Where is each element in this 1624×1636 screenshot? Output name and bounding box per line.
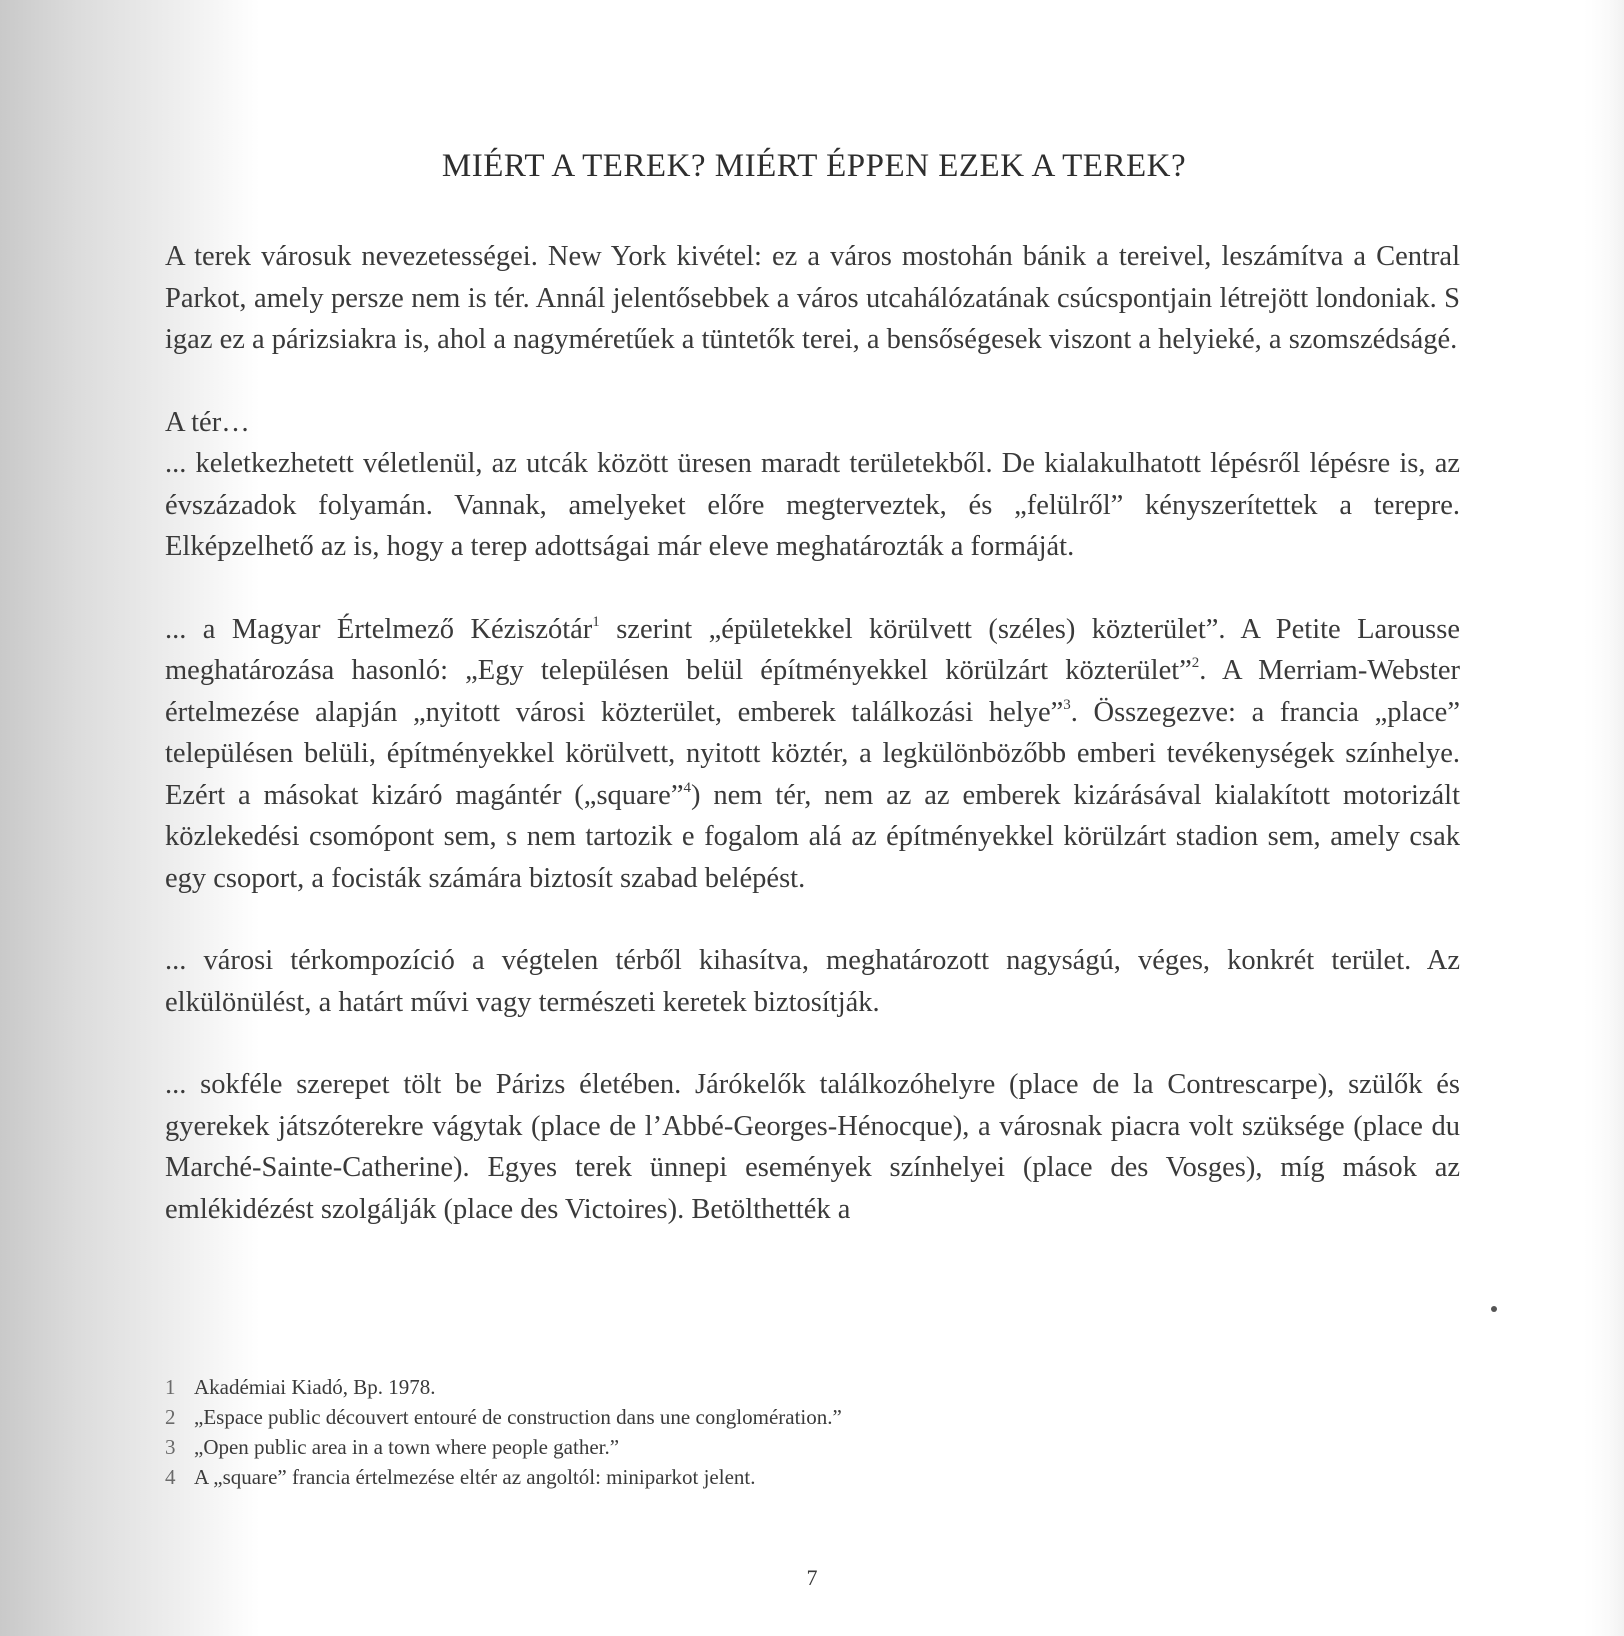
footnote-text: „Espace public découvert entouré de construction dans une conglomération.” — [194, 1405, 842, 1429]
definition-text-2: szerint „épületekkel körülvett (széles) közterület”. A Petite Larousse meghatározása hasonló: „Egy településen belül építményekkel körülzárt közterület” — [165, 613, 1460, 686]
definition-text-1: ... a Magyar Értelmező Kéziszótár — [165, 613, 593, 645]
paragraph-gap — [165, 361, 1460, 402]
page-title: MIÉRT A TEREK? MIÉRT ÉPPEN EZEK A TEREK? — [441, 148, 1187, 184]
footnote-number: 1 — [165, 1375, 176, 1399]
footnote-text: Akadémiai Kiadó, Bp. 1978. — [194, 1375, 436, 1399]
paragraph-definicio — [165, 609, 1460, 900]
definition-text-5: ) nem tér, nem az az emberek kizárásával kialakított motorizált közlekedési csomópont sem, s nem tartozik e fogalom alá az építményekkel körülzárt stadion sem, amely csak egy csoport, a focisták számára biztosít szabad belépést. — [165, 779, 1461, 894]
paragraph-szerepek: ... sokféle szerepet tölt be Párizs életében. Járókelők találkozóhelyre (place de la Contrescarpe), szülők és gyerekek játszóterekre vágytak (place de l’Abbé-Georges-Hénocque), a városnak piacra volt szüksége (place du Marché-Sainte-Catherine). Egyes terek ünnepi események színhelyei (place des Vosges), míg mások az emlékidézést szolgálják (place des Victoires). Betölthették a — [165, 1069, 1460, 1225]
page-number: 7 — [806, 1565, 818, 1590]
footnote-ref-4: 4 — [683, 779, 691, 796]
scan-speck — [1491, 1306, 1497, 1312]
footnote-item — [165, 1432, 1165, 1462]
paragraph-terkompozicio: ... városi térkompozíció a végtelen térből kihasítva, meghatározott nagyságú, véges, konkrét terület. Az elkülönülést, a határt művi vagy természeti keretek biztosítják. — [165, 945, 1460, 1018]
footnote-item — [165, 1372, 1165, 1402]
paragraph-gap — [165, 899, 1460, 940]
footnote-text: A „square” francia értelmezése eltér az angoltól: miniparkot jelent. — [194, 1465, 756, 1489]
footnote-number: 3 — [165, 1435, 176, 1459]
definition-text-4: . Összegezve: a francia „place” településen belüli, építményekkel körülvett, nyitott köztér, a legkülönbözőbb emberi tevékenységek színhelye. Ezért a másokat kizáró magántér („square” — [165, 696, 1460, 811]
paragraph-keletkezes: ... keletkezhetett véletlenül, az utcák között üresen maradt területekből. De kialakulhatott lépésről lépésre is, az évszázadok folyamán. Vannak, amelyeket előre megterveztek, és „felülről” kényszerítettek a terepre. Elképzelhető az is, hogy a terep adottságai már eleve meghatározták a formáját. — [165, 448, 1460, 562]
section-intro-a-ter: A tér… — [165, 406, 250, 438]
paragraph-gap — [165, 568, 1460, 609]
footnotes — [165, 1372, 1165, 1492]
footnote-number: 2 — [165, 1405, 176, 1429]
footnote-number: 4 — [165, 1465, 176, 1489]
paragraph-intro-terek: A terek városuk nevezetességei. New York kivétel: ez a város mostohán bánik a tereivel, leszámítva a Central Parkot, amely persze nem is tér. Annál jelentősebbek a város utcahálózatának csúcspontjain létrejött londoniak. S igaz ez a párizsiakra is, ahol a nagyméretűek a tüntetők terei, a bensőségesek viszont a helyieké, a szomszédságé. — [165, 241, 1460, 355]
footnote-item — [165, 1402, 1165, 1432]
body-text — [165, 236, 1460, 1230]
page-edge — [1584, 0, 1624, 1636]
definition-text-3: . A Merriam-Webster értelmezése alapján „nyitott városi közterület, emberek találkozási helye” — [165, 655, 1460, 728]
footnote-ref-3: 3 — [1063, 696, 1071, 713]
footnote-ref-2: 2 — [1191, 655, 1200, 671]
paragraph-gap — [165, 1023, 1460, 1064]
footnote-text: „Open public area in a town where people gather.” — [194, 1435, 620, 1459]
footnote-item — [165, 1462, 1165, 1492]
footnote-ref-1: 1 — [592, 613, 600, 630]
